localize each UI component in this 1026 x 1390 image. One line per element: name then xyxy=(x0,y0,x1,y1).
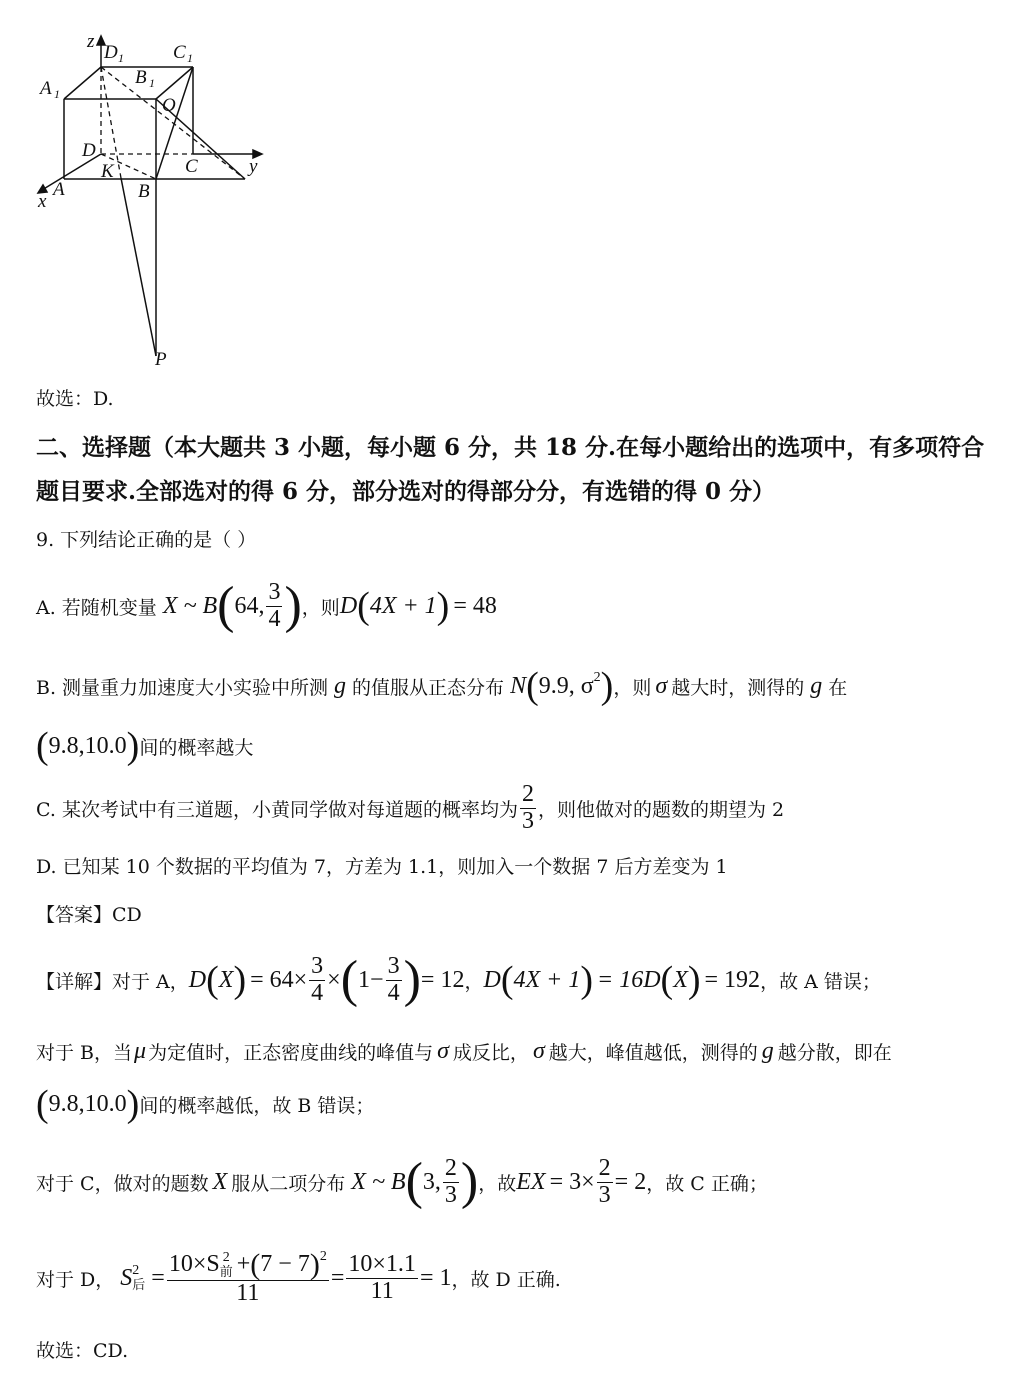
option-b-line2: ( 9.8,10.0 ) 间的概率越大 xyxy=(36,725,254,767)
label-a: A xyxy=(53,179,65,200)
label-c1: C xyxy=(173,42,186,63)
label-d: D xyxy=(82,140,96,161)
label-b: B xyxy=(138,181,150,202)
option-d: D. 已知某 10 个数据的平均值为 7，方差为 1.1，则加入一个数据 7 后方差变为 1 xyxy=(36,856,728,878)
label-x: x xyxy=(38,191,47,212)
detail-b-line2: ( 9.8,10.0 ) 间的概率越低，故 B 错误； xyxy=(36,1083,375,1125)
detail-b-line1: 对于 B，当 μ 为定值时，正态密度曲线的峰值与 σ 成反比， σ 越大，峰值越低，测得的 g 越分散，即在 xyxy=(36,1037,892,1064)
label-a1: A xyxy=(40,78,52,99)
option-c: C. 某次考试中有三道题，小黄同学做对每道题的概率均为 $\frac{2}{3}$ ，则他做对的题数的期望为 2 xyxy=(36,781,785,834)
option-a: A. 若随机变量 X ~ B ( 64, $\frac{3}{4}$ ) ，则 D ( 4X + 1 ) = 48 xyxy=(36,577,497,634)
label-y: y xyxy=(249,156,258,177)
svg-text:1: 1 xyxy=(149,76,155,90)
svg-text:1: 1 xyxy=(54,87,60,101)
label-d1: D xyxy=(104,42,118,63)
detail-c: 对于 C，做对的题数 X 服从二项分布 X ~ B ( 3, $\frac{2}{3}$ ) ，故 EX = 3× $\frac{2}{3}$ = 2 ，故 C 正确； xyxy=(36,1153,768,1210)
cube-figure xyxy=(30,28,280,373)
section-heading-line1: 二、选择题（本大题共 3 小题，每小题 6 分，共 18 分.在每小题给出的选项中，有多项符合 xyxy=(36,434,985,461)
detail-d: 对于 D， S 2 后 = 10×S 2 前 + ( 7 − 7 ) $^2$ 11 = $\frac{10\times 1.1}{11}$ = 1 ，故 D 正确. xyxy=(36,1247,561,1306)
question-stem: 9. 下列结论正确的是（ ） xyxy=(36,529,257,551)
label-k: K xyxy=(101,161,114,182)
label-c: C xyxy=(185,156,198,177)
label-o: O xyxy=(162,95,176,116)
svg-text:1: 1 xyxy=(187,51,193,65)
label-z: z xyxy=(87,31,95,52)
detail-a: 【详解】对于 A， D ( X ) = 64× $\frac{3}{4}$ × ( 1− $\frac{3}{4}$ ) = 12 ， D ( 4X + 1 ) = 16D ( X ) = 192 ，故 A 错误； xyxy=(36,951,881,1008)
section-heading-line2: 题目要求.全部选对的得 6 分，部分选对的得部分分，有选错的得 0 分） xyxy=(36,478,776,505)
prev-conclusion: 故选：D. xyxy=(36,388,114,410)
answer: 【答案】CD xyxy=(36,904,142,926)
label-b1: B xyxy=(135,67,147,88)
final-conclusion: 故选：CD. xyxy=(36,1340,129,1362)
label-p: P xyxy=(155,349,167,370)
svg-text:1: 1 xyxy=(118,51,124,65)
option-b-line1: B. 测量重力加速度大小实验中所测 g 的值服从正态分布 N ( 9.9, σ $^2$ ) ，则 σ 越大时，测得的 g 在 xyxy=(36,665,848,707)
